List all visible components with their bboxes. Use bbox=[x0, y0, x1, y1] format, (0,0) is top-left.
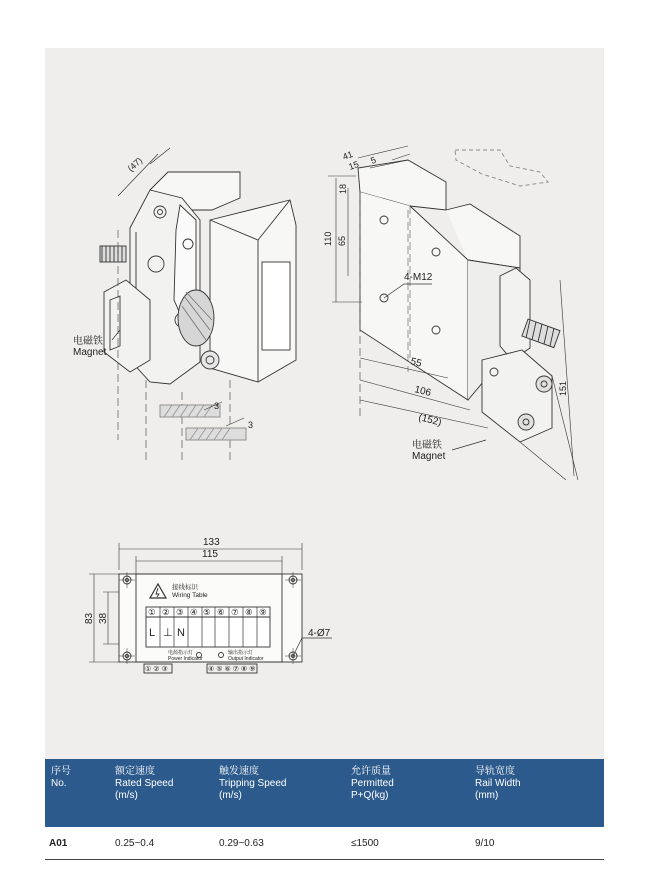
header-rail-en: Rail Width bbox=[475, 778, 521, 789]
terminal-2: ② bbox=[162, 607, 170, 617]
dim-41: 41 bbox=[341, 149, 355, 162]
cell-no: A01 bbox=[49, 838, 68, 849]
dim-55: 55 bbox=[409, 356, 423, 370]
hole-label: 4-Ø7 bbox=[308, 628, 331, 639]
bottom-terminals-right: ④ ⑤ ⑥ ⑦ ⑧ ⑨ bbox=[208, 666, 256, 673]
header-rated-en: Rated Speed bbox=[115, 778, 174, 789]
terminal-4: ④ bbox=[190, 607, 198, 617]
symbol-ground: ⊥ bbox=[163, 627, 173, 639]
dim-106: 106 bbox=[413, 384, 433, 399]
terminal-1: ① bbox=[148, 607, 156, 617]
dim-65: 65 bbox=[337, 235, 347, 246]
dim-15: 15 bbox=[347, 159, 361, 172]
magnet-label-cn-right: 电磁铁 bbox=[412, 440, 442, 451]
header-no-en: No. bbox=[51, 778, 67, 789]
dim-5: 5 bbox=[369, 154, 378, 166]
cell-rated-speed: 0.25~0.4 bbox=[115, 838, 155, 849]
right-device-view bbox=[328, 146, 578, 480]
magnet-label-en-right: Magnet bbox=[412, 451, 446, 462]
header-tripping-cn: 触发速度 bbox=[219, 766, 259, 777]
dim-3-a: 3 bbox=[214, 401, 220, 411]
dim-133: 133 bbox=[203, 537, 220, 548]
power-indicator-cn: 电源指示灯 bbox=[168, 650, 194, 656]
dim-83: 83 bbox=[84, 612, 95, 624]
dim-110: 110 bbox=[323, 231, 333, 246]
terminal-5: ⑤ bbox=[203, 607, 211, 617]
terminal-8: ⑧ bbox=[245, 607, 253, 617]
magnet-label-cn-left: 电磁铁 bbox=[73, 336, 103, 347]
header-rail-cn: 导轨宽度 bbox=[475, 766, 515, 777]
dim-152: (152) bbox=[417, 412, 443, 429]
header-no-cn: 序号 bbox=[51, 766, 71, 777]
header-tripping-speed bbox=[219, 766, 286, 802]
terminal-9: ⑨ bbox=[259, 607, 267, 617]
dim-3-b: 3 bbox=[248, 420, 254, 430]
dim-151: 151 bbox=[558, 380, 568, 396]
table-row bbox=[45, 827, 604, 860]
header-permitted-unit: P+Q(kg) bbox=[351, 790, 389, 801]
cell-tripping-speed: 0.29~0.63 bbox=[219, 838, 264, 849]
wiring-title-en: Wiring Table bbox=[172, 592, 208, 599]
dim-38: 38 bbox=[98, 612, 109, 624]
header-permitted-cn: 允许质量 bbox=[351, 766, 391, 777]
header-tripping-unit: (m/s) bbox=[219, 790, 242, 801]
terminal-6: ⑥ bbox=[217, 607, 225, 617]
symbol-N: N bbox=[177, 627, 185, 639]
left-device-view bbox=[100, 148, 296, 460]
header-permitted-en: Permitted bbox=[351, 778, 394, 789]
output-indicator-cn: 输出指示灯 bbox=[228, 650, 254, 656]
output-indicator-en: Output Indicator bbox=[228, 656, 264, 662]
header-rated-cn: 额定速度 bbox=[115, 766, 155, 777]
cell-rail-width: 9/10 bbox=[475, 838, 495, 849]
dim-47: (47) bbox=[125, 155, 145, 174]
spec-table-header bbox=[45, 759, 604, 827]
terminal-7: ⑦ bbox=[231, 607, 239, 617]
dim-115: 115 bbox=[202, 549, 218, 560]
header-rail-width bbox=[475, 766, 521, 802]
power-indicator-en: Power Indicator bbox=[168, 656, 203, 662]
symbol-L: L bbox=[149, 627, 156, 639]
header-rated-speed bbox=[115, 766, 173, 802]
header-permitted bbox=[351, 766, 394, 802]
thread-label: 4-M12 bbox=[404, 272, 433, 283]
header-tripping-en: Tripping Speed bbox=[219, 778, 287, 789]
bottom-terminals-left: ① ② ③ bbox=[145, 666, 168, 673]
header-rated-unit: (m/s) bbox=[115, 790, 138, 801]
header-rail-unit: (mm) bbox=[475, 790, 499, 801]
header-no bbox=[51, 766, 71, 790]
cell-permitted: ≤1500 bbox=[351, 838, 379, 849]
wiring-title-cn: 接线标识 bbox=[172, 584, 198, 591]
dim-18: 18 bbox=[338, 183, 348, 194]
terminal-3: ③ bbox=[176, 607, 184, 617]
magnet-label-en-left: Magnet bbox=[73, 347, 107, 358]
